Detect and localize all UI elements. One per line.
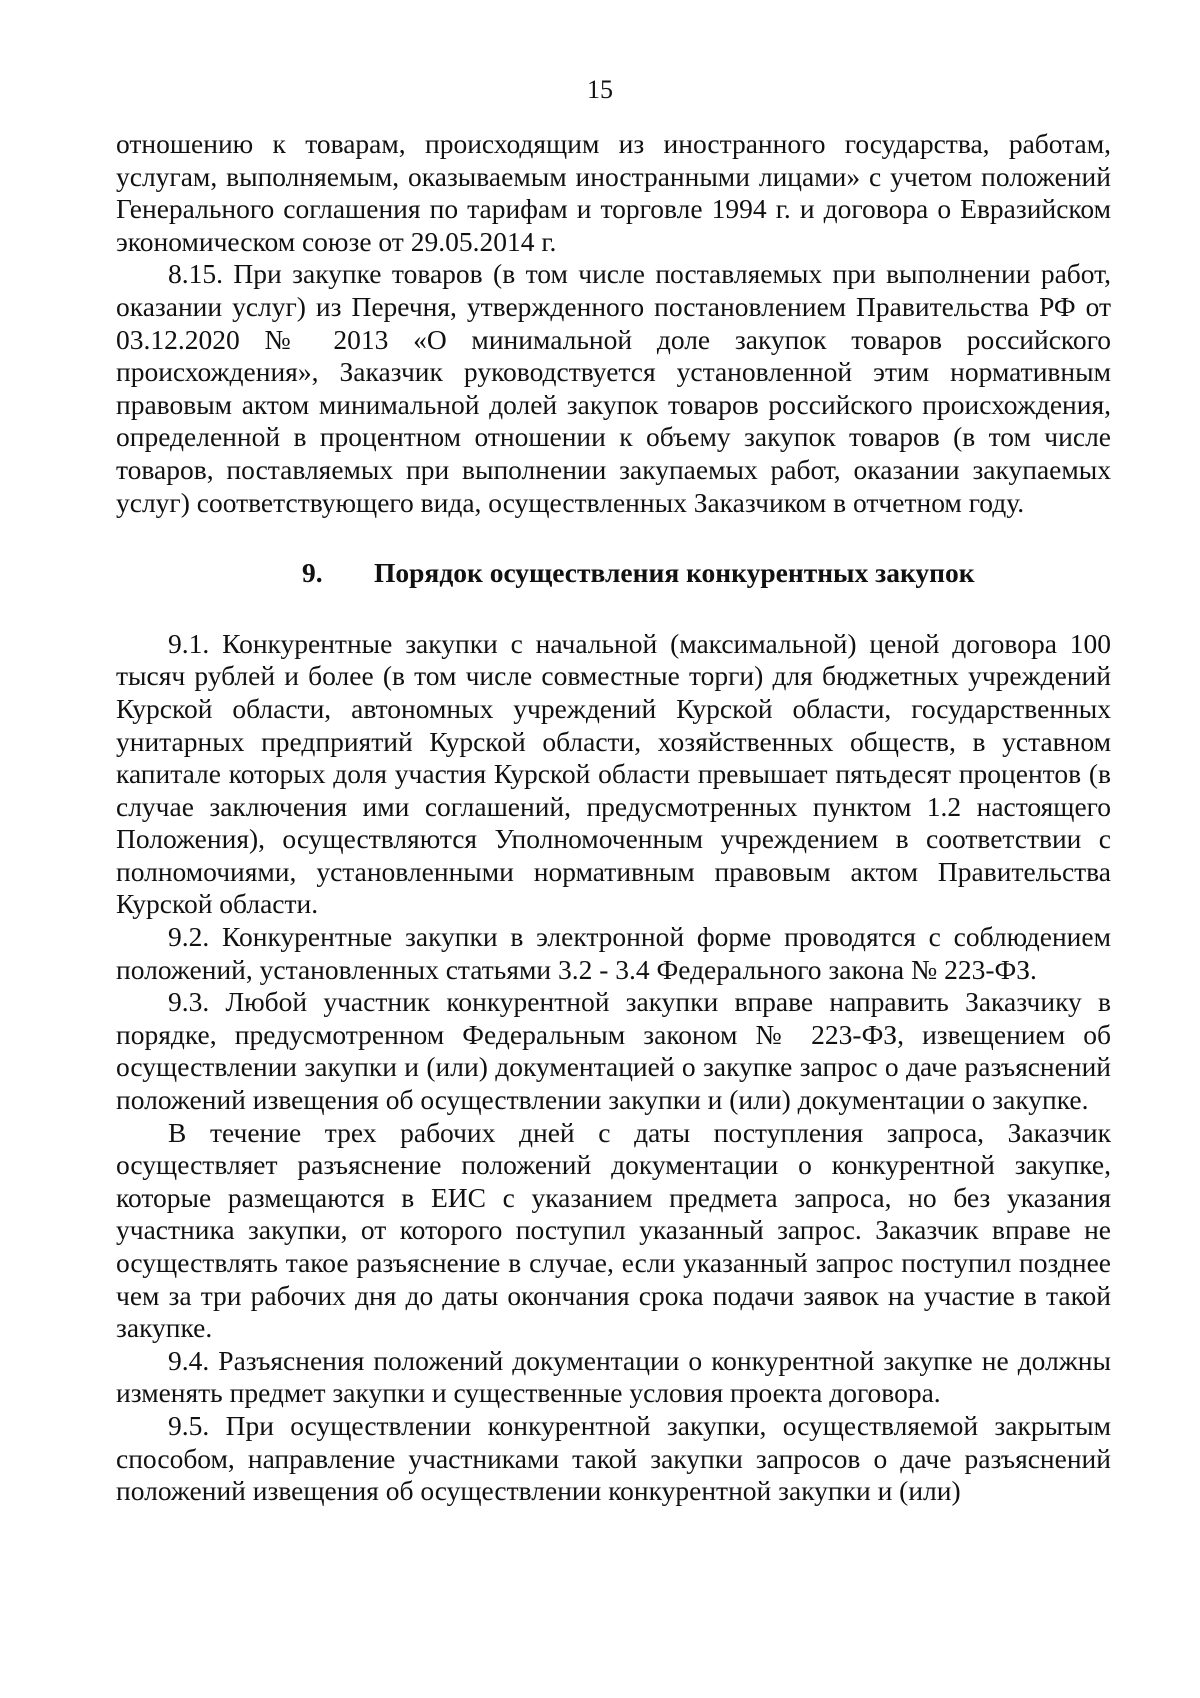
paragraph: 9.1. Конкурентные закупки с начальной (максимальной) ценой договора 100 тысяч рублей и более (в том числе совместные торги) для бюджетных учреждений Курской области, автономных учреждений Курской области, государственных унитарных предприятий Курской области, хозяйственных обществ, в уставном капитале которых доля участия Курской области превышает пятьдесят процентов (в случае заключения ими соглашений, предусмотренных пунктом 1.2 настоящего Положения), осуществляются Уполномоченным учреждением в соответствии с полномочиями, установленными нормативным правовым актом Правительства Курской области. bbox=[116, 627, 1111, 920]
paragraph: отношению к товарам, происходящим из иностранного государства, работам, услугам, выполняемым, оказываемым иностранными лицами» с учетом положений Генерального соглашения по тарифам и торговле 1994 г. и договора о Евразийском экономическом союзе от 29.05.2014 г. bbox=[116, 128, 1111, 257]
paragraph: 9.2. Конкурентные закупки в электронной форме проводятся с соблюдением положений, установленных статьями 3.2 - 3.4 Федерального закона № 223-ФЗ. bbox=[116, 921, 1111, 985]
page-number: 15 bbox=[587, 75, 613, 104]
section-title: Порядок осуществления конкурентных закупок bbox=[374, 557, 975, 589]
section-number: 9. bbox=[302, 557, 323, 589]
document-body bbox=[116, 128, 1111, 1508]
paragraph: В течение трех рабочих дней с даты поступления запроса, Заказчик осуществляет разъяснение положений документации о конкурентной закупке, которые размещаются в ЕИС с указанием предмета запроса, но без указания участника закупки, от которого поступил указанный запрос. Заказчик вправе не осуществлять такое разъяснение в случае, если указанный запрос поступил позднее чем за три рабочих дня до даты окончания срока подачи заявок на участие в такой закупке. bbox=[116, 1116, 1111, 1344]
section-heading bbox=[116, 557, 1111, 590]
paragraph: 9.5. При осуществлении конкурентной закупки, осуществляемой закрытым способом, направление участниками такой закупки запросов о даче разъяснений положений извещения об осуществлении конкурентной закупки и (или) bbox=[116, 1409, 1111, 1507]
paragraph: 9.4. Разъяснения положений документации о конкурентной закупке не должны изменять предмет закупки и существенные условия проекта договора. bbox=[116, 1344, 1111, 1409]
paragraph: 9.3. Любой участник конкурентной закупки вправе направить Заказчику в порядке, предусмотренном Федеральным законом № 223-ФЗ, извещением об осуществлении закупки и (или) документацией о закупке запрос о даче разъяснений положений извещения об осуществлении закупки и (или) документации о закупке. bbox=[116, 986, 1111, 1116]
paragraph: 8.15. При закупке товаров (в том числе поставляемых при выполнении работ, оказании услуг) из Перечня, утвержденного постановлением Правительства РФ от 03.12.2020 № 2013 «О минимальной доле закупок товаров российского происхождения», Заказчик руководствуется установленной этим нормативным правовым актом минимальной долей закупок товаров российского происхождения, определенной в процентном отношении к объему закупок товаров (в том числе товаров, поставляемых при выполнении закупаемых работ, оказании закупаемых услуг) соответствующего вида, осуществленных Заказчиком в отчетном году. bbox=[116, 258, 1111, 518]
